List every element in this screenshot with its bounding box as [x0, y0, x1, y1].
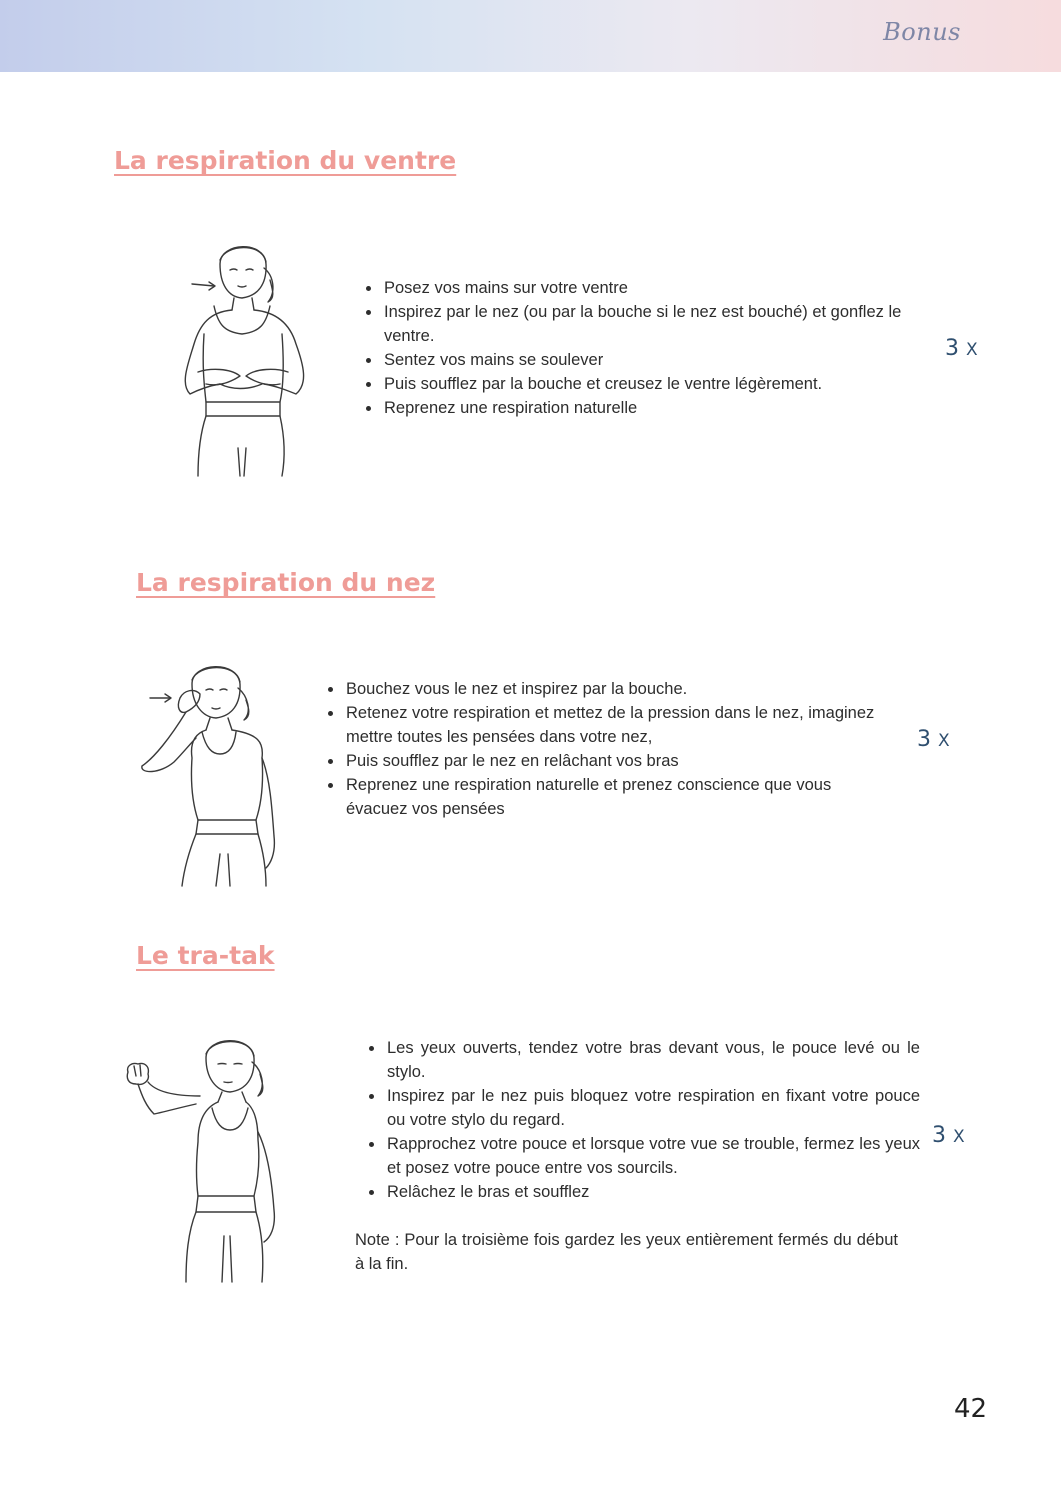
repeat-count-belly	[945, 336, 978, 361]
step-item: • Puis soufflez par le nez en relâchant vos bras	[344, 749, 884, 773]
woman-pinching-nose-icon	[140, 658, 280, 886]
header-tag: Bonus	[883, 18, 961, 46]
page-number: 42	[954, 1394, 988, 1424]
repeat-number: 3	[945, 336, 959, 361]
step-item: • Puis soufflez par la bouche et creusez le ventre légèrement.	[382, 372, 902, 396]
step-item: • Sentez vos mains se soulever	[382, 348, 902, 372]
step-item: • Reprenez une respiration naturelle et prenez conscience que vous évacuez vos pensées	[344, 773, 884, 821]
repeat-count-nose	[917, 727, 950, 752]
step-item: • Reprenez une respiration naturelle	[382, 396, 902, 420]
repeat-count-tra-tak	[932, 1123, 965, 1148]
repeat-unit: X	[966, 340, 978, 360]
repeat-unit: X	[953, 1127, 965, 1147]
repeat-number: 3	[932, 1123, 946, 1148]
section-title-tra-tak: Le tra-tak	[136, 941, 275, 970]
step-item: • Inspirez par le nez puis bloquez votre respiration en fixant votre pouce ou votre stylo du regard.	[385, 1084, 920, 1132]
steps-list-tra-tak	[363, 1036, 920, 1204]
step-item: • Inspirez par le nez (ou par la bouche si le nez est bouché) et gonflez le ventre.	[382, 300, 902, 348]
section-title-nose-breathing: La respiration du nez	[136, 568, 436, 597]
step-item: • Retenez votre respiration et mettez de la pression dans le nez, imaginez mettre toutes les pensées dans votre nez,	[344, 701, 884, 749]
repeat-unit: X	[938, 731, 950, 751]
step-item: • Les yeux ouverts, tendez votre bras devant vous, le pouce levé ou le stylo.	[385, 1036, 920, 1084]
steps-list-belly	[360, 276, 902, 420]
step-item: • Bouchez vous le nez et inspirez par la bouche.	[344, 677, 884, 701]
woman-arm-extended-thumb-icon	[124, 1032, 284, 1282]
woman-hands-on-belly-icon	[180, 234, 320, 476]
repeat-number: 3	[917, 727, 931, 752]
step-item: • Rapprochez votre pouce et lorsque votre vue se trouble, fermez les yeux et posez votre pouce entre vos sourcils.	[385, 1132, 920, 1180]
step-item: • Relâchez le bras et soufflez	[385, 1180, 920, 1204]
section-title-belly-breathing: La respiration du ventre	[114, 146, 457, 175]
steps-list-nose	[322, 677, 884, 821]
step-item: • Posez vos mains sur votre ventre	[382, 276, 902, 300]
tra-tak-note: Note : Pour la troisième fois gardez les yeux entièrement fermés du début à la fin.	[355, 1231, 898, 1273]
